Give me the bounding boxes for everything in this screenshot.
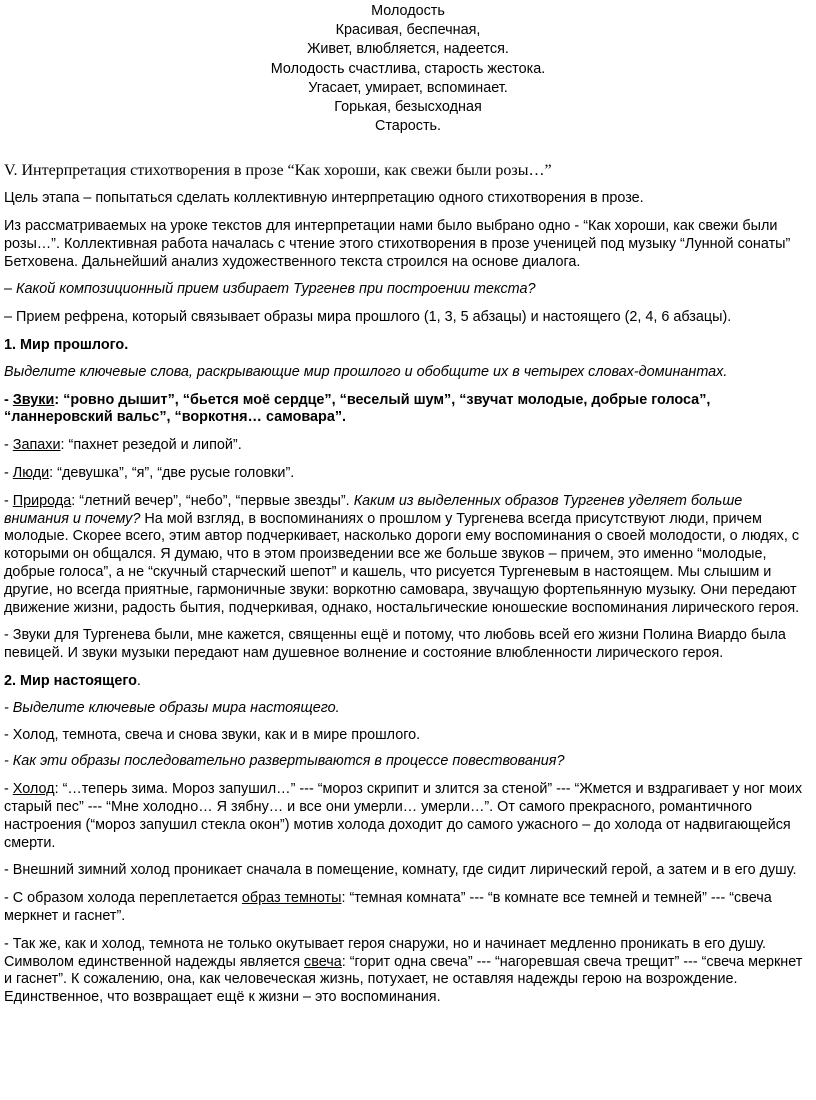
poem-line: Старость. xyxy=(374,118,442,135)
candle-label: свеча xyxy=(304,953,342,970)
poem-line: Горькая, безысходная xyxy=(334,99,482,116)
darkness-label: образ темноты xyxy=(241,890,342,907)
sounds-label: Звуки xyxy=(12,391,55,408)
task-present-images: - Выделите ключевые образы мира настоящего. xyxy=(4,699,340,716)
outer-cold-paragraph: - Внешний зимний холод проникает сначала в помещение, комнату, где сидит лирический герой, а затем и в его душу. xyxy=(4,862,797,879)
smells-paragraph: - Запахи: “пахнет резедой и липой”. xyxy=(4,437,242,454)
intro-paragraph: Из рассматриваемых на уроке текстов для интерпретации нами было выбрано одно - “Как хороши, как свежи были розы…”. Коллективная работа началась с чтение этого стихотворения в прозе ученицей под музыку “Лунной сонаты” Бетховена. Дальнейший анализ художественного текста строился на основе диалога. xyxy=(4,218,791,270)
cold-label: Холод xyxy=(12,781,55,798)
poem-line: Живет, влюбляется, надеется. xyxy=(307,41,509,58)
poem-block xyxy=(8,0,808,136)
smells-label: Запахи xyxy=(12,437,61,454)
task-present-development: - Как эти образы последовательно развертываются в процессе повествования? xyxy=(4,753,565,770)
nature-question: Каким из выделенных образов Тургенев уделяет больше внимания и почему? xyxy=(4,492,743,527)
task-past: Выделите ключевые слова, раскрывающие мир прошлого и обобщите их в четырех словах-доминантах. xyxy=(4,363,728,380)
part-title-past: 1. Мир прошлого. xyxy=(4,337,129,353)
answer-composition: – Прием рефрена, который связывает образы мира прошлого (1, 3, 5 абзацы) и настоящего (2, 4, 6 абзацы). xyxy=(4,309,732,326)
poem-line: Красивая, беспечная, xyxy=(335,22,481,39)
part-title-present: 2. Мир настоящего. xyxy=(4,672,141,689)
section-heading: V. Интерпретация стихотворения в прозе “Как хороши, как свежи были розы…” xyxy=(4,162,552,180)
poem-line: Молодость счастлива, старость жестока. xyxy=(270,60,546,77)
cold-paragraph: - Холод: “…теперь зима. Мороз запушил…” --- “мороз скрипит и злится за стеной” --- “Жмется и вздрагивает у ног моих старый пес” --- “Мне холодно… Я зябну… и все они умерли… умерли…”. От самого прекрасного, романтичного настроения (“мороз запушил стекла окон”) мотив холода доходит до самого ужасного – до холода от надвигающейся смерти. xyxy=(4,781,803,851)
poem-line: Молодость xyxy=(371,3,445,19)
sounds-paragraph: - Звуки: “ровно дышит”, “бьется моё сердце”, “веселый шум”, “звучат молодые, добрые голоса”, “ланнеровский вальс”, “воркотня… самовара”. xyxy=(4,391,711,426)
question-composition: – Какой композиционный прием избирает Тургенев при построении текста? xyxy=(4,281,536,298)
goal-paragraph: Цель этапа – попытаться сделать коллективную интерпретацию одного стихотворения в прозе. xyxy=(4,190,644,207)
nature-label: Природа xyxy=(12,492,72,509)
darkness-paragraph: - С образом холода переплетается образ темноты: “темная комната” --- “в комнате все темней и темней” --- “свеча меркнет и гаснет”. xyxy=(4,890,772,924)
answer-present-images: - Холод, темнота, свеча и снова звуки, как и в мире прошлого. xyxy=(4,726,421,743)
poem-line: Угасает, умирает, вспоминает. xyxy=(308,79,508,96)
candle-paragraph: - Так же, как и холод, темнота не только окутывает героя снаружи, но и начинает медленно проникать в его душу. Символом единственной надежды является свеча: “горит одна свеча” --- “нагоревшая свеча трещит” --- “свеча меркнет и гаснет”. К сожалению, она, как человеческая жизнь, потухает, не оставляя надежды герою на возрождение. Единственное, что возвращает ещё к жизни – это воспоминания. xyxy=(4,935,803,1006)
people-paragraph: - Люди: “девушка”, “я”, “две русые головки”. xyxy=(4,464,295,481)
people-label: Люди xyxy=(12,464,50,481)
viardo-paragraph: - Звуки для Тургенева были, мне кажется, священны ещё и потому, что любовь всей его жизни Полина Виардо была певицей. И звуки музыки передают нам душевное волнение и состояние влюбленности лирического героя. xyxy=(4,627,786,662)
nature-paragraph: - Природа: “летний вечер”, “небо”, “первые звезды”. Каким из выделенных образов Тургенев уделяет больше внимания и почему? На мой взгляд, в воспоминаниях о прошлом у Тургенева всегда присутствуют люди, причем молодые. Скорее всего, этим автор подчеркивает, насколько дороги ему воспоминания о своей молодости, о людях, с которыми он общался. Я думаю, что в этом произведении все же больше звуков – причем, это именно “молодые, добрые голоса”, а не “скучный старческий шепот” и кашель, что рисуется Тургеневым в настоящем. Мы слышим и другие, но всегда приятные, гармоничные звуки: воркотню самовара, звучащую фортепьянную музыку. Они передают движение жизни, радость бытия, подчеркивая, однако, ностальгические юношеские воспоминания лирического героя. xyxy=(4,492,800,616)
